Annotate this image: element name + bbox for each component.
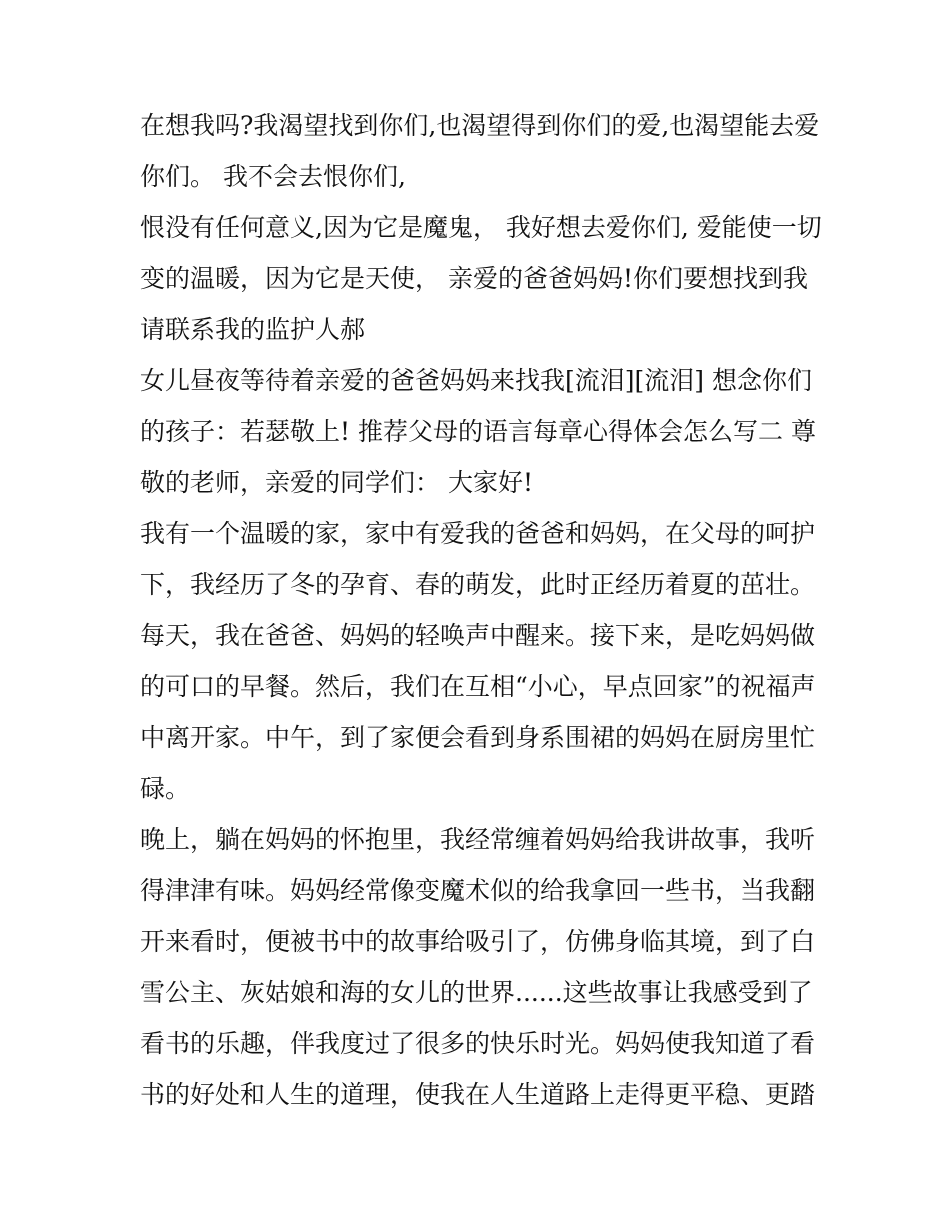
text-line-18: 雪公主、灰姑娘和海的女儿的世界......这些故事让我感受到了	[140, 978, 813, 1007]
text-line-16: 得津津有味。妈妈经常像变魔术似的给我拿回一些书，当我翻	[140, 876, 816, 905]
text-line-8: 敬的老师，亲爱的同学们： 大家好!	[140, 468, 533, 497]
text-line-4: 变的温暖，因为它是天使， 亲爱的爸爸妈妈!你们要想找到我	[140, 264, 808, 293]
text-line-19: 看书的乐趣，伴我度过了很多的快乐时光。妈妈使我知道了看	[140, 1029, 816, 1058]
text-line-20: 书的好处和人生的道理，使我在人生道路上走得更平稳、更踏	[140, 1080, 816, 1109]
text-line-15: 晚上，躺在妈妈的怀抱里，我经常缠着妈妈给我讲故事，我听	[140, 825, 816, 854]
text-line-7: 的孩子：若瑟敬上! 推荐父母的语言每章心得体会怎么写二 尊	[140, 417, 816, 446]
text-line-13: 中离开家。中午，到了家便会看到身系围裙的妈妈在厨房里忙	[140, 723, 816, 752]
text-line-9: 我有一个温暖的家，家中有爱我的爸爸和妈妈，在父母的呵护	[140, 519, 816, 548]
text-line-17: 开来看时，便被书中的故事给吸引了，仿佛身临其境，到了白	[140, 927, 816, 956]
text-line-5: 请联系我的监护人郝	[140, 315, 366, 344]
text-line-11: 每天，我在爸爸、妈妈的轻唤声中醒来。接下来，是吃妈妈做	[140, 621, 816, 650]
text-line-12: 的可口的早餐。然后，我们在互相“小心，早点回家”的祝福声	[140, 672, 816, 701]
document-page	[140, 100, 822, 1120]
text-line-6: 女儿昼夜等待着亲爱的爸爸妈妈来找我[流泪][流泪] 想念你们	[140, 366, 812, 395]
text-line-10: 下，我经历了冬的孕育、春的萌发，此时正经历着夏的茁壮。	[140, 570, 816, 599]
text-line-14: 碌。	[140, 774, 191, 803]
text-line-2: 你们。 我不会去恨你们,	[140, 162, 406, 191]
text-line-1: 在想我吗?我渴望找到你们,也渴望得到你们的爱,也渴望能去爱	[140, 111, 820, 140]
text-line-3: 恨没有任何意义,因为它是魔鬼， 我好想去爱你们, 爱能使一切	[140, 213, 822, 242]
